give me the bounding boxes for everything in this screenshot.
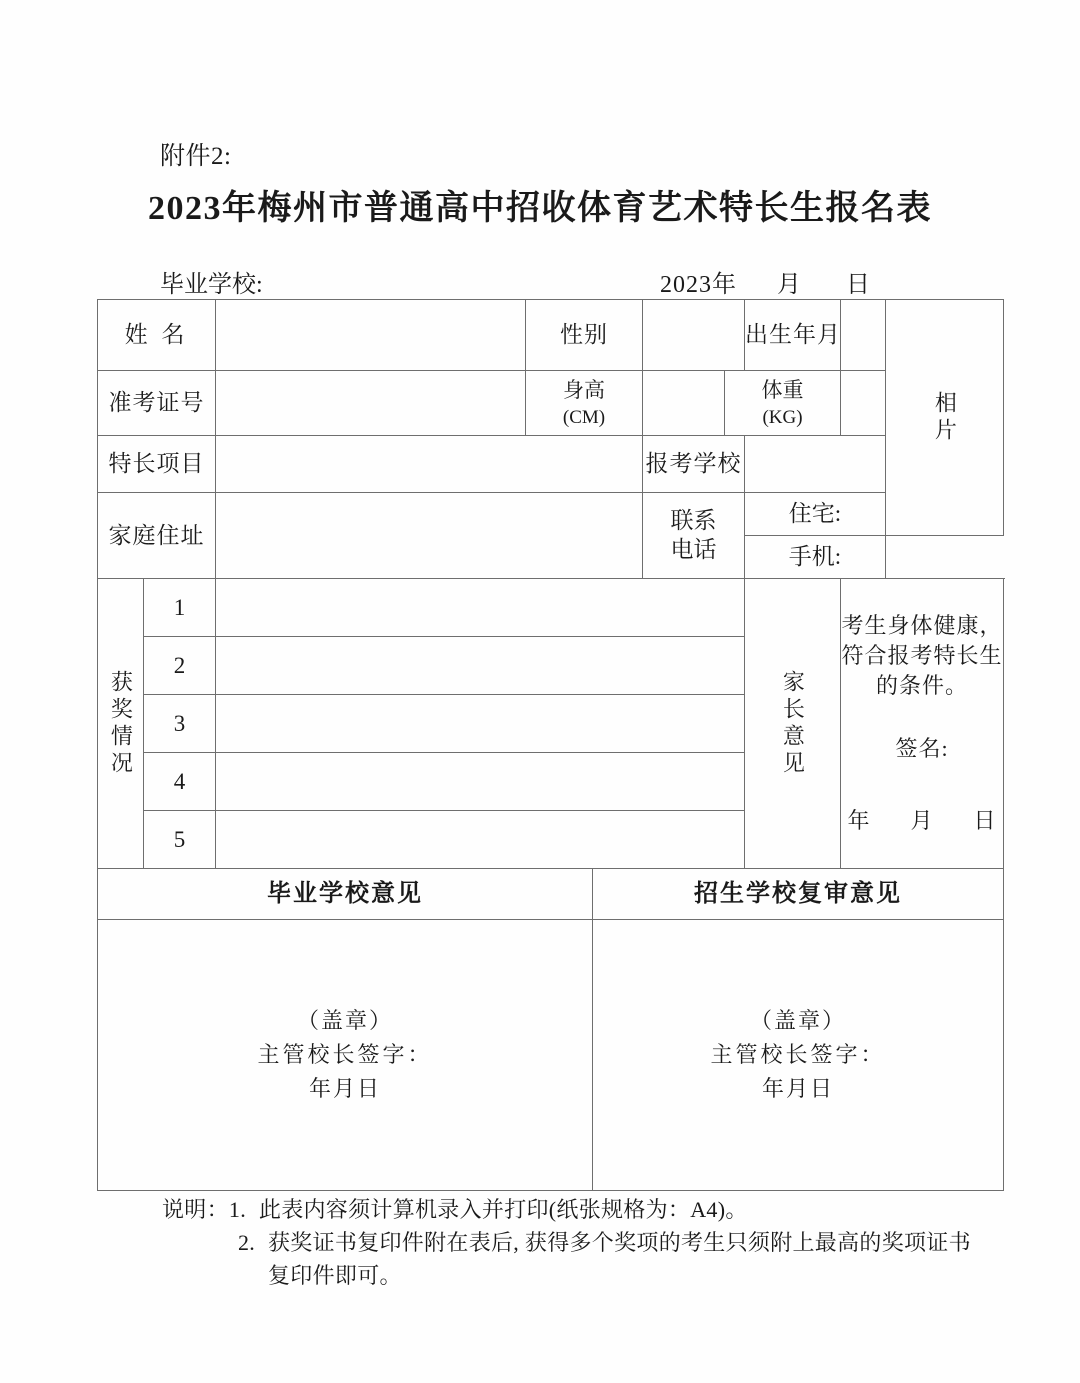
table-row-name [98,300,1004,371]
table-row-specialty [98,436,1004,493]
table-row-opinion-headers [98,869,1004,920]
award-index-3: 3 [144,695,216,753]
parent-opinion-text: 考生身体健康，符合报考特长生的条件。 [841,613,1003,698]
note-1-text: 此表内容须计算机录入并打印(纸张规格为：A4)。 [258,1197,748,1222]
name-label-cell: 姓 名 [98,300,216,371]
parent-opinion-label-cell [745,579,841,869]
height-unit: (CM) [562,406,606,428]
admission-school-review-body[interactable] [593,920,1004,1191]
parent-date [841,806,1003,836]
exam-number-value-cell[interactable] [216,371,526,436]
parent-signature-label: 签名: [895,736,949,762]
form-date [660,264,871,299]
apply-school-value-cell[interactable] [745,436,886,493]
note-item-1 [162,1193,982,1226]
attachment-label: 附件2: [160,143,232,170]
admission-seal-label: （盖章） [749,1007,846,1033]
specialty-value-cell[interactable] [216,436,643,493]
notes-heading: 说明： [162,1197,229,1222]
form-meta-row [160,264,990,296]
gender-label-cell: 性别 [526,300,643,371]
birth-value-cell[interactable] [841,300,886,371]
exam-number-label-cell: 准考证号 [98,371,216,436]
award-value-2[interactable] [216,637,745,695]
photo-label: 相片 [932,390,958,445]
specialty-label-cell: 特长项目 [98,436,216,493]
photo-cell[interactable] [886,300,1004,536]
home-address-label-cell: 家庭住址 [98,493,216,579]
graduation-school-opinion-body[interactable] [98,920,593,1191]
awards-label-cell [98,579,144,869]
note-1-number: 1. [228,1197,247,1222]
home-address-value-cell[interactable] [216,493,643,579]
parent-opinion-cell[interactable] [841,579,1004,869]
admission-principal-signature-label: 主管校长签字： [710,1041,886,1067]
height-label: 身高 [563,377,605,402]
award-index-5: 5 [144,811,216,869]
graduation-seal-label: （盖章） [296,1007,393,1033]
awards-label: 获奖情况 [108,669,134,778]
award-value-4[interactable] [216,753,745,811]
table-row-address-home-phone [98,493,1004,536]
award-value-1[interactable] [216,579,745,637]
note-item-2-continued: 复印件即可。 [268,1263,402,1288]
graduation-school-label: 毕业学校: [160,272,263,298]
weight-unit: (KG) [762,406,803,428]
gender-value-cell[interactable] [643,300,745,371]
award-index-1: 1 [144,579,216,637]
mobile-phone-label: 手机: [788,544,842,570]
note-2-text: 获奖证书复印件附在表后, 获得多个奖项的考生只须附上最高的奖项证书 [268,1230,971,1255]
graduation-date-label: 年月日 [308,1076,381,1102]
weight-label: 体重 [761,377,804,402]
form-date-year: 2023年 [660,272,737,298]
graduation-school-opinion-title: 毕业学校意见 [98,869,593,920]
parent-date-month: 月 [910,808,934,834]
award-value-3[interactable] [216,695,745,753]
contact-phone-label-cell [643,493,745,579]
name-value-cell[interactable] [216,300,526,371]
parent-date-year: 年 [847,808,871,834]
table-row-opinion-bodies [98,920,1004,1191]
form-date-month: 月 [777,272,802,298]
admission-date-label: 年月日 [761,1076,834,1102]
parent-date-day: 日 [973,808,997,834]
note-item-2 [238,1226,982,1259]
height-label-cell [526,371,643,436]
graduation-principal-signature-label: 主管校长签字： [257,1041,433,1067]
apply-school-label-cell: 报考学校 [643,436,745,493]
parent-opinion-label: 家长意见 [780,669,806,778]
form-date-day: 日 [846,272,871,298]
award-index-2: 2 [144,637,216,695]
home-phone-label: 住宅: [788,501,842,527]
birth-label-cell: 出生年月 [745,300,841,371]
weight-value-cell[interactable] [841,371,886,436]
registration-form-table [97,299,1004,1191]
award-index-4: 4 [144,753,216,811]
weight-label-cell [725,371,841,436]
footer-notes [162,1193,982,1292]
contact-phone-label-line2: 电话 [670,536,717,562]
contact-phone-label-line1: 联系 [670,507,717,533]
mobile-phone-cell[interactable] [745,536,886,579]
height-value-cell[interactable] [643,371,725,436]
note-2-number: 2. [238,1230,256,1255]
admission-school-review-title: 招生学校复审意见 [593,869,1004,920]
table-row-exam-number [98,371,1004,436]
page-title: 2023年梅州市普通高中招收体育艺术特长生报名表 [148,190,932,227]
award-value-5[interactable] [216,811,745,869]
table-row-award-1 [98,579,1004,637]
home-phone-cell[interactable] [745,493,886,536]
